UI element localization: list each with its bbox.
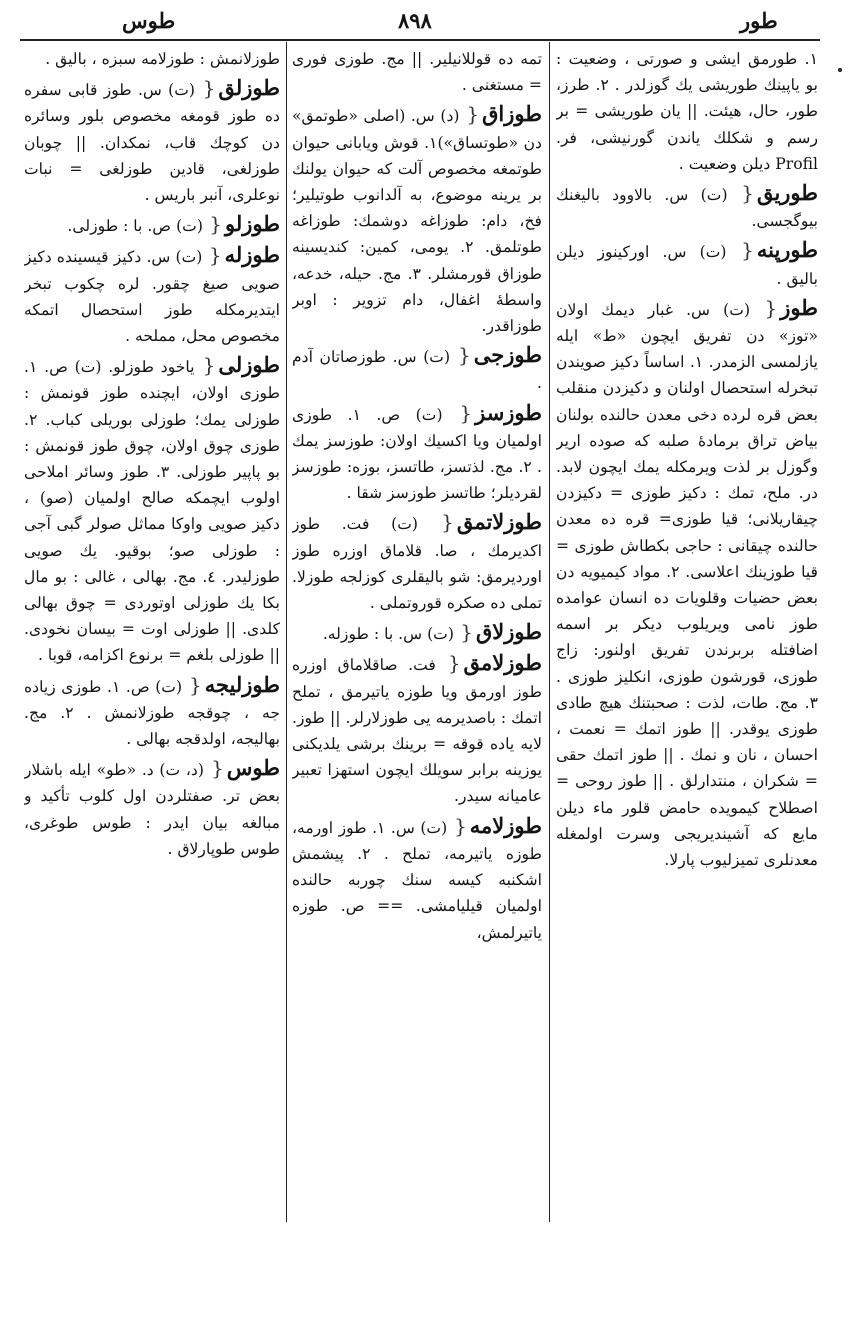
- entry-headword: طوزلق: [218, 75, 280, 101]
- entry-headword: طوزسز: [475, 399, 542, 425]
- entry-definition: (ت) فت. طوز اكدیرمك ، صا. قلاماق اوزره طوز اوردیرمق: شو بالیقلری كوزلجه طوزلا. تملی ده صكره قوروتملی .: [292, 515, 542, 613]
- dictionary-entry: [292, 46, 542, 98]
- page-number: ٨٩٨: [398, 8, 432, 33]
- brace-mark: {: [453, 620, 474, 645]
- running-header: [20, 8, 820, 38]
- entry-definition: ١. طورمق ایشی و صورتی ، وضعیت : بو یاپینك طوریشی یك گوزلدر . ٢. طرز، طور، حال، هیئت. || یان طوریشی = بر رسم و شكلك یاندن گورنیشی، فر. Profil دیلن وضعیت .: [556, 50, 818, 173]
- dictionary-entry: [292, 813, 542, 946]
- brace-mark: {: [195, 76, 216, 101]
- header-right-guide-word: طور: [740, 8, 778, 33]
- brace-mark: {: [202, 212, 223, 237]
- brace-mark: {: [450, 343, 471, 368]
- dictionary-entry: [24, 352, 280, 668]
- entry-definition: (ت) س. غبار دیمك اولان «توز» دن تفریق ایچون «ط» ایله یازلمسی الزمدر. ١. اساساً دكیز صویندن تبخرله استحصال اولنان و دكیزدن منقلب بعض قره لرده دخی معدن حالنده بولنان بیاض تراق برمادهٔ صلبه كه صوده اریر وگوزل بر لذت ویرمكله یمك ایچون لابد. در. ملح، تمك : دكیز طوزی = دكیزدن چیقاریلانی؛ قیا طوزی= قره ده معدن حالنده چیقانی : حاجی بكطاش طوزی = قیا طوزینك اعلاسی. ٢. مواد كیمیویه دن بعض حضیات وقلویات ده انسان عوامده طوز نامی ویریلوب دیكر بر اسمه اضافتله بربرندن تفریق اولنور: زاج طوزی، قورشون طوزی، انكلیز طوزی . ٣. مج. طات، لذت : صحبتنك هیچ طادی طوزی یوقدر. || طوز اتمك = نعمت ، احسان ، نان و نمك . || طوز اتمك حقی = شكران ، منتدارلق . || طوز روحی = اصطلاح كیمویده حامض قلور ماء دیلن مایع كه آشیندیریجی وسرت اولمغله معدنلری تمیزلیوب پارلا.: [556, 300, 818, 870]
- entry-definition: (ت) س. بالاوود بالیغنك بیوگجسی.: [556, 186, 818, 231]
- column-right: [556, 46, 818, 1216]
- dictionary-entry: [24, 46, 280, 72]
- brace-mark: {: [447, 813, 467, 838]
- dictionary-entry: [24, 211, 280, 239]
- entry-definition: فت. صاقلاماق اوزره طوز اورمق ویا طوزه یاتیرمق ، تملح اتمك : باصدیرمه یی طوزلارلر. || طوز. لایه یاده قوقه = برینك برشی یلدیكنی یوزینه برابر سویلك ایچون استهزا تعبیر عامیانه سیدر.: [292, 656, 542, 806]
- brace-mark: {: [182, 672, 202, 697]
- header-rule: [20, 39, 820, 41]
- entry-headword: طوزلامق: [463, 650, 542, 676]
- brace-mark: {: [459, 102, 480, 127]
- entry-definition: طوزلانمش : طوزلامه سبزه ، بالیق .: [45, 50, 280, 68]
- entry-definition: (ت) س. طوز قابی سفره ده طوز قومغه مخصوص بلور وسائره دن كوچك قاب، نمكدان. || چوبان طوزلغی، قادین طوزلغی = نبات نوعلری، آنبر باریس .: [24, 81, 280, 205]
- entry-headword: طوزلیجه: [204, 671, 280, 697]
- entry-headword: طوز: [780, 294, 818, 320]
- entry-headword: طوریق: [756, 180, 818, 206]
- entry-definition: تمه ده قوللانیلیر. || مج. طوزی فوری = مستغنی .: [292, 50, 542, 95]
- dictionary-entry: [292, 509, 542, 616]
- brace-mark: {: [726, 238, 754, 263]
- entry-definition: (ت) س. اوركینوز دیلن بالیق .: [556, 243, 818, 288]
- brace-mark: {: [203, 756, 224, 781]
- entry-headword: طوزله: [224, 242, 280, 268]
- entry-headword: طوزلاتمق: [456, 509, 542, 535]
- margin-mark: [838, 68, 842, 72]
- column-middle: [292, 46, 542, 1216]
- entry-definition: (ت) ص. ١. طوزی اولمیان ویا اكسیك اولان: طوزسز یمك . ٢. مج. لذتسز، طاتسز، بوزه: طوزسز لقردیلر؛ طاتسز طوزسز شقا .: [292, 405, 542, 503]
- brace-mark: {: [750, 295, 778, 320]
- entry-definition: (ت) ص. ١. طوزی زیاده جه ، چوقجه طوزلانمش . ٢. مج. بهالیجه، اولدقجه بهالی .: [24, 677, 280, 749]
- brace-mark: {: [417, 510, 454, 535]
- dictionary-entry: [556, 237, 818, 291]
- brace-mark: {: [727, 181, 754, 206]
- dictionary-entry: [292, 650, 542, 809]
- brace-mark: {: [202, 243, 222, 268]
- dictionary-entry: [24, 75, 280, 208]
- entry-definition: (ت) س. طوزصاتان آدم .: [292, 348, 542, 393]
- dictionary-entry: [292, 400, 542, 507]
- column-divider: [286, 42, 287, 1222]
- entry-headword: طوزلاق: [476, 619, 542, 645]
- dictionary-entry: [556, 180, 818, 234]
- dictionary-entry: [24, 755, 280, 862]
- entry-definition: (ت) س. با : طوزله.: [322, 625, 454, 644]
- dictionary-entry: [292, 619, 542, 647]
- entry-headword: طوزجی: [473, 342, 542, 368]
- brace-mark: {: [194, 353, 216, 378]
- entry-definition: (د) س. (اصلی «طوتمق» دن «طوتساق»)١. قوش ویابانی حیوان طوتمغه مخصوص آلت كه حیوان یولنك بر یرینه موضوع، به آلدانوب طوتیلیر؛ فخ، دام: طوزاغه دوشمك: طوزاغه طوتلمق. ٢. یومی، كمین: كندیسینه طوزاق قورمشلر. ٣. مج. حیله، خدعه، واسطهٔ اغفال، دام تزویر : اوبر طوزاقدر.: [292, 107, 542, 336]
- header-left-guide-word: طوس: [122, 8, 176, 33]
- entry-headword: طوزلامه: [469, 812, 542, 838]
- column-divider: [549, 42, 550, 1222]
- dictionary-entry: [24, 242, 280, 349]
- dictionary-entry: [292, 101, 542, 339]
- entry-definition: (ت) س. دكیز قیسینده دكیز صویی صیغ چقور. لره چكوب تبخر ایتدیرمكله طوز استحصال اتمكه مخصوص محل، مملحه .: [24, 248, 280, 346]
- dictionary-entry: [24, 672, 280, 753]
- entry-definition: (د، ت) د. «طو» ایله باشلار بعض تر. صفتلردن اول كلوب تأكید و مبالغه بیان ایدر : طوس طوغری، طوس طوپارلاق .: [24, 761, 280, 858]
- entry-headword: طوزلی: [218, 352, 280, 378]
- dictionary-entry: [556, 46, 818, 177]
- entry-headword: طورپنه: [756, 237, 818, 263]
- entry-definition: یاخود طوزلو. (ت) ص. ١. طوزی اولان، ایچنده طوز قونمش : طوزلی یمك؛ طوزلی بوریلی كباب. ٢. طوزی چوق اولان، چوق طوز قونمش : بو پاپیر طوزلی. ٣. طوز وسائر املاحی اولوب ایچمكه صالح اولمیان (صو) ، دكیز صویی واوكا مماثل صولر گبی آجی : طوزلی صو؛ بوقیو. یك صویی طوزلیدر. ٤. مج. بهالی ، غالی : بو مال بكا یك طوزلی اوتوردی = چوق بهالی كلدی. || طوزلی اوت = بیسان نخودی. || طوزلی بلغم = برنوع اكزامه، قوبا .: [24, 358, 280, 665]
- entry-definition: (ت) ص. با : طوزلی.: [67, 217, 203, 236]
- column-left: [24, 46, 280, 1216]
- brace-mark: {: [435, 651, 461, 676]
- entry-definition: (ت) س. ١. طوز اورمه، طوزه یاتیرمه، تملح . ٢. پیشمش اشكنبه كیسه سنك چوربه حالنده اولمیان قیلیامشی. == ص. طوزه یاتیرلمش،: [292, 818, 542, 942]
- brace-mark: {: [442, 400, 473, 425]
- entry-headword: طوزلو: [225, 211, 280, 237]
- dictionary-entry: [556, 295, 818, 873]
- dictionary-entry: [292, 342, 542, 396]
- entry-headword: طوزاق: [482, 101, 542, 127]
- entry-headword: طوس: [226, 755, 280, 781]
